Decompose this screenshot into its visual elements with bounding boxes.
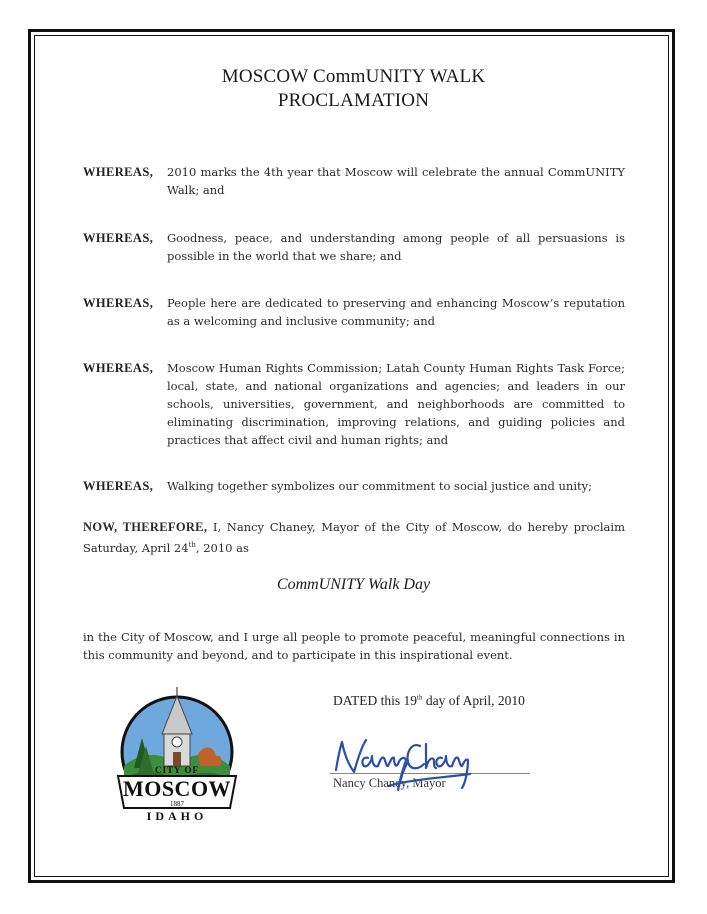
seal-name-text: MOSCOW <box>122 776 232 801</box>
proclamation-title-line1: MOSCOW CommUNITY WALK <box>221 66 486 87</box>
whereas-label: WHEREAS, <box>83 165 154 179</box>
whereas-label: WHEREAS, <box>83 479 154 493</box>
therefore-text: I, Nancy Chaney, Mayor of the City of Moscow, do hereby proclaim Saturday, April 24 <box>83 520 625 555</box>
signer-name: Nancy Chaney, Mayor <box>333 776 446 790</box>
day-title: CommUNITY Walk Day <box>276 576 431 593</box>
city-seal-logo <box>112 684 242 824</box>
whereas-text: Walking together symbolizes our commitment to social justice and unity; <box>167 479 593 493</box>
dated-line <box>333 693 525 709</box>
whereas-text: Moscow Human Rights Commission; Latah County Human Rights Task Force; local, state, and national organizations and agencies; and leaders in our schools, universities, government, and neighborhoods are committed to eliminating discrimination, improving relations, and guiding policies and practices that affect civil and human rights; and <box>167 361 625 447</box>
dated-ordinal: th <box>417 693 423 702</box>
therefore-text-end: , 2010 as <box>195 540 249 555</box>
seal-year-text: 1887 <box>170 800 184 808</box>
seal-state-text: IDAHO <box>146 809 208 823</box>
proclamation-title-line2: PROCLAMATION <box>277 90 430 111</box>
whereas-text: People here are dedicated to preserving and enhancing Moscow’s reputation as a welcoming and inclusive community; and <box>167 296 625 328</box>
whereas-label: WHEREAS, <box>83 296 154 310</box>
whereas-text: Goodness, peace, and understanding among people of all persuasions is possible in the world that we share; and <box>167 231 625 263</box>
therefore-ordinal: th <box>188 541 196 549</box>
whereas-label: WHEREAS, <box>83 361 154 375</box>
dated-prefix: DATED this 19 <box>333 693 417 708</box>
whereas-text: 2010 marks the 4th year that Moscow will celebrate the annual CommUNITY Walk; and <box>167 165 625 197</box>
closing-paragraph: in the City of Moscow, and I urge all people to promote peaceful, meaningful connections in this community and beyond, and to participate in this inspirational event. <box>83 630 625 662</box>
whereas-label: WHEREAS, <box>83 231 154 245</box>
therefore-clause <box>83 518 625 557</box>
therefore-label: NOW, THEREFORE, <box>83 520 208 534</box>
dated-suffix: day of April, 2010 <box>422 693 525 708</box>
handwritten-signature <box>328 728 478 798</box>
seal-city-of-text: CITY OF <box>155 765 199 775</box>
